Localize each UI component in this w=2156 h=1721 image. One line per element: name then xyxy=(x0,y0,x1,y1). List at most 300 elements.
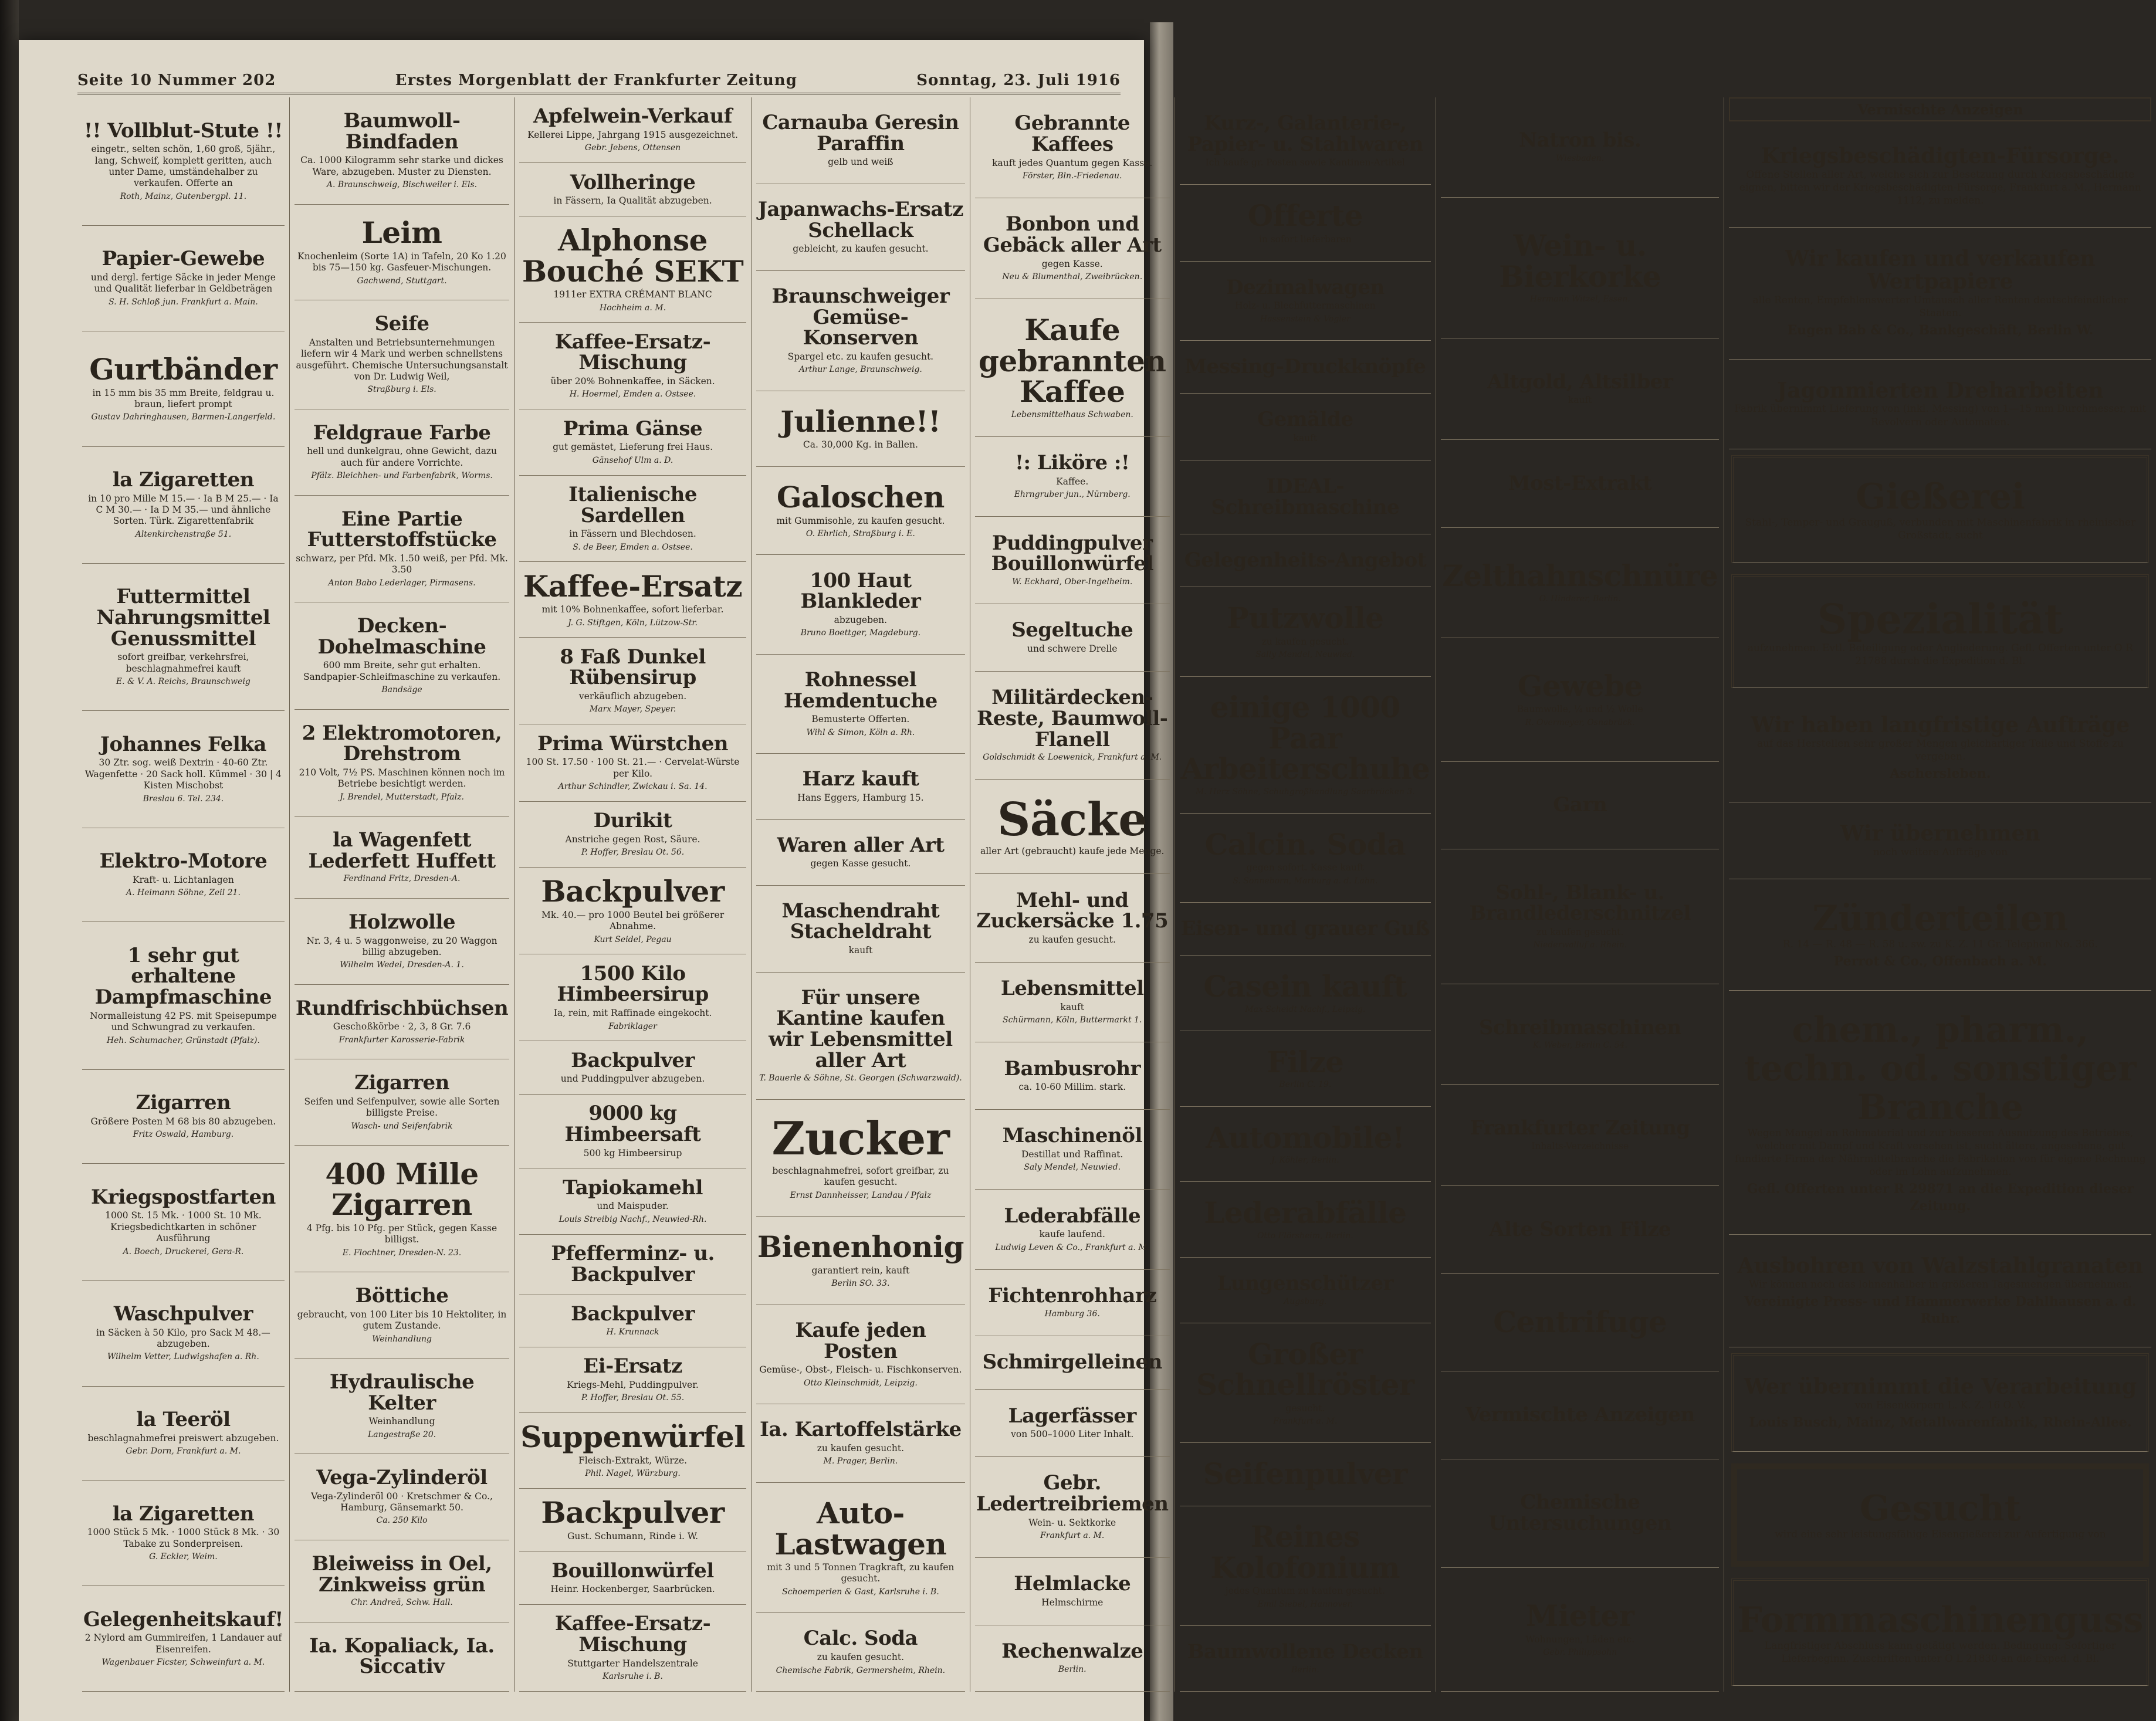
classified-ad xyxy=(1441,97,1719,198)
classified-ad xyxy=(756,820,965,886)
ad-advertiser: A. Braunschweig, Bischweiler i. Els. xyxy=(326,180,478,190)
ad-advertiser: P. Hoffer, Breslau Ot. 55. xyxy=(581,1393,685,1402)
ad-body: kauft xyxy=(1293,432,1318,443)
classified-ad xyxy=(519,868,746,954)
classified-ad xyxy=(756,184,965,271)
ad-headline: IDEAL-Schreibmaschine xyxy=(1211,474,1400,519)
ad-advertiser: Ludwig Leven & Co., Frankfurt a. M. xyxy=(995,1242,1150,1252)
ad-headline: Militärdecken-Reste, Baumwoll-Flanell xyxy=(977,686,1168,751)
classified-ad xyxy=(295,899,509,985)
classified-ad xyxy=(82,1586,285,1692)
classified-ad xyxy=(1441,440,1719,528)
ad-advertiser: E. Flochtner, Dresden-N. 23. xyxy=(342,1248,462,1258)
ad-body: zu kaufen gesucht. xyxy=(1536,927,1624,938)
display-ad xyxy=(1729,360,2151,449)
classified-ad xyxy=(295,602,509,710)
classified-ad xyxy=(295,97,509,205)
classified-ad xyxy=(519,1235,746,1295)
ad-body: kauft jedes Quantum gegen Kasse. xyxy=(992,157,1153,168)
ad-body: beschlagnahmefrei, sofort greifbar, zu kaufen gesucht. xyxy=(772,1166,949,1188)
ad-advertiser: E. & V. A. Reichs, Braunschweig xyxy=(116,677,251,687)
ad-advertiser: Otto Kleinschmidt, Leipzig. xyxy=(803,1378,918,1388)
ad-headline: Pfefferminz- u. Backpulver xyxy=(551,1241,715,1286)
ad-headline: Schreibmaschinen xyxy=(1478,1015,1681,1039)
ad-advertiser: K. Weber, Berlin C. 54. xyxy=(1532,1041,1627,1051)
ad-advertiser: Berlin. xyxy=(1291,1665,1319,1675)
display-ad-body: Offene Stellen aller Art, welche sich zur Besetzung durch Kriegsbeschädigte eignen, bitten wir der Kriegsbeschädigten-Fürsorge, Frankfurt a. M., Hermann 1112, zu melden. xyxy=(1739,168,2141,206)
ad-headline: Kurz-, Galanterie-, Papier- u. Stahlwaren xyxy=(1187,111,1423,156)
display-ad xyxy=(1729,694,2151,802)
ad-body: gebraucht, von 100 Liter bis 10 Hektoliter, in gutem Zustande. xyxy=(297,1309,507,1332)
ad-headline: Kriegspostfarten xyxy=(90,1185,276,1209)
ad-body: Spargel etc. zu kaufen gesucht. xyxy=(787,351,934,362)
ad-advertiser: Louis Streibig Nachf., Neuwied-Rh. xyxy=(559,1214,707,1224)
classified-ad xyxy=(295,985,509,1059)
ad-body: zu kaufen gesucht. xyxy=(817,1652,905,1663)
ad-advertiser: Gebr. Jebens, Ottensen xyxy=(584,143,681,153)
ad-headline: Chemische Untersuchungen xyxy=(1488,1490,1671,1535)
ad-body: 2 Nylord am Gummireifen, 1 Landauer auf Eisenreifen. xyxy=(84,1632,282,1655)
ad-headline: Leim xyxy=(361,215,442,250)
ad-headline: Kaufe jeden Posten xyxy=(795,1318,926,1363)
ad-headline: 400 Mille Zigarren xyxy=(325,1156,479,1222)
ad-advertiser: Gebr. Philippsohn xyxy=(1543,1648,1617,1658)
ad-headline: Italienische Sardellen xyxy=(568,482,697,527)
ad-headline: Elektro-Motore xyxy=(99,849,268,873)
ad-body: Baumwolle, ¼ und ½ Wolle xyxy=(1517,704,1643,715)
display-ad xyxy=(1731,574,2149,688)
classified-ad xyxy=(1180,956,1431,1031)
classified-ad xyxy=(82,1481,285,1586)
ad-headline: 8 Faß Dunkel Rübensirup xyxy=(560,645,706,690)
ad-headline: Apfelwein-Verkauf xyxy=(533,104,732,128)
display-ad-advertiser: Louis Busch, Mainz, Metallwarenfabrik, Rhein-Allee. xyxy=(1749,1415,2132,1431)
ad-advertiser: Ehrngruber jun., Nürnberg. xyxy=(1014,490,1131,500)
ad-headline: 2 Elektromotoren, Drehstrom xyxy=(302,721,502,766)
ad-body: Kriegs-Mehl, Puddingpulver. xyxy=(567,1379,699,1390)
classified-ad xyxy=(1180,341,1431,394)
display-ad-headline: Wer übernimmt die Verarbeitung xyxy=(1744,1374,2137,1400)
classified-ad xyxy=(82,711,285,828)
ad-body: Stuttgarter Handelszentrale xyxy=(567,1658,698,1669)
classified-ad xyxy=(756,973,965,1100)
ad-headline: Schmirgelleinen xyxy=(982,1350,1162,1374)
classified-ad xyxy=(519,1551,746,1605)
ad-advertiser: G. Eckler, Weim. xyxy=(149,1552,218,1562)
classified-ad xyxy=(82,828,285,923)
ad-headline: Ei-Ersatz xyxy=(583,1354,682,1378)
display-ad-body: noch weitere Aufträge von xyxy=(1873,846,2008,859)
ad-headline: Sohl-, Blank- u. Brandlederschnitzel xyxy=(1469,880,1691,926)
display-ad xyxy=(1731,1353,2149,1451)
header-right: Sonntag, 23. Juli 1916 xyxy=(916,72,1121,89)
ad-advertiser: Wihl & Simon, Köln a. Rh. xyxy=(806,727,915,737)
ad-headline: Gebrannte Kaffees xyxy=(1014,111,1131,157)
ad-headline: Vollheringe xyxy=(570,170,696,194)
ad-body: gelb und weiß xyxy=(828,157,893,168)
ad-headline: Seifenpulver xyxy=(1203,1456,1407,1492)
display-ad-headline: Kriegsbeschädigten-Fürsorge. xyxy=(1761,144,2120,168)
ad-headline: Gelegenheitskauf! xyxy=(83,1607,283,1631)
header-center: Erstes Morgenblatt der Frankfurter Zeitung xyxy=(395,72,797,89)
classified-ad xyxy=(975,780,1170,874)
classified-ad xyxy=(295,205,509,301)
display-ad-body: Stahl-, Temper- und Grauguß, verbunden mit Maschinenfabrik in rheinischer Großstadt, sucht xyxy=(1745,516,2136,541)
ad-headline: Carnauba Geresin Paraffin xyxy=(762,111,959,155)
ad-body: mit 10% Bohnenkaffee, sofort lieferbar. xyxy=(541,604,724,615)
display-ad-body: aufzunehmen. Evtl. Beteiligung oder Angliederung. Gefl. Offerten unter O R 21788 durch die Expedition d. Bl. xyxy=(1747,642,2133,667)
ad-advertiser: Berlin SO. 33. xyxy=(831,1279,890,1289)
ad-headline: Backpulver xyxy=(571,1048,695,1072)
classified-ad xyxy=(975,299,1170,437)
display-ad-headline: chem., pharm., techn. od. sonstiger Branche xyxy=(1744,1009,2137,1128)
ad-body: gebleicht, zu kaufen gesucht. xyxy=(793,243,929,255)
ad-body: Kaffee. xyxy=(1056,476,1089,487)
ad-column-6 xyxy=(1175,97,1437,1692)
ad-body: Ca. 1000 Kilogramm sehr starke und dickes Ware, abzugeben. Muster zu Diensten. xyxy=(300,155,503,177)
classified-ad xyxy=(756,886,965,973)
ad-headline: Hydraulische Kelter xyxy=(329,1370,475,1415)
classified-ad xyxy=(82,226,285,331)
ad-body: Heinr. Hockenberger, Saarbrücken. xyxy=(550,1584,715,1595)
display-ad-body: von Eisenkörpern L. K. Z. 16 O. V. xyxy=(1854,1399,2026,1411)
book-spine xyxy=(0,0,19,1721)
ad-body: von 500–1000 Liter Inhalt. xyxy=(1011,1429,1134,1440)
ad-headline: Vega-Zylinderöl xyxy=(316,1466,488,1490)
ad-advertiser: Straßburg i. Els. xyxy=(367,385,436,395)
ad-headline: Baumwollene Decken xyxy=(1187,1639,1423,1664)
classified-ad xyxy=(1441,338,1719,440)
ad-headline: Braunschweiger Gemüse-Konserven xyxy=(771,284,950,350)
ad-headline: Mehl- und Zuckersäcke 1.75 xyxy=(976,888,1169,933)
ad-headline: la Teeröl xyxy=(136,1408,231,1432)
ad-body: Knochenleim (Sorte 1A) in Tafeln, 20 Ko 1.20 bis 75—150 kg. Gasfeuer-Mischungen. xyxy=(297,250,506,273)
ad-advertiser: Kurt Seidel, Pegau xyxy=(594,934,672,944)
ad-body: Helmschirme xyxy=(1041,1597,1104,1608)
display-ad-headline: Formmaschinenguss xyxy=(1737,1599,2144,1641)
ad-advertiser: Frankfurt a. M. xyxy=(1040,1531,1105,1541)
ad-headline: einige 1000 Paar Arbeiterschuhe xyxy=(1180,690,1430,787)
classified-ad xyxy=(1441,1274,1719,1371)
ad-advertiser: Otto Flörsheim, Berlin. xyxy=(1257,1231,1353,1241)
ad-body: verkäuflich abzugeben. xyxy=(578,691,687,702)
ad-headline: Wein- u. Bierkorke xyxy=(1499,228,1661,294)
ad-advertiser: Bandsäge xyxy=(381,685,422,695)
ad-headline: Backpulver xyxy=(571,1302,695,1326)
ad-headline: Calc. Soda xyxy=(803,1627,918,1651)
classified-ad xyxy=(519,802,746,868)
ad-headline: Zucker xyxy=(771,1112,950,1166)
classified-ad xyxy=(975,604,1170,672)
classified-ad xyxy=(975,1558,1170,1625)
ad-body: Geschoßkörbe · 2, 3, 8 Gr. 7.6 xyxy=(333,1021,471,1032)
ad-columns xyxy=(77,97,2147,1692)
ad-headline: la Wagenfett Lederfett Huffett xyxy=(308,828,496,873)
ad-advertiser: J. Köhler, Berlin. xyxy=(1271,1156,1339,1166)
classified-ad xyxy=(1180,97,1431,185)
ad-advertiser: Phil. Nagel, Würzburg. xyxy=(585,1468,681,1478)
ad-headline: Kaffee-Ersatz-Mischung xyxy=(554,330,711,375)
classified-ad xyxy=(1180,460,1431,534)
ad-body: kauft xyxy=(848,945,873,956)
ad-headline: Zigarren xyxy=(136,1091,231,1115)
classified-ad xyxy=(295,409,509,496)
classified-ad xyxy=(519,216,746,323)
ad-body: Wein- u. Sektkorke xyxy=(1028,1517,1116,1528)
ad-advertiser: Hermann Witzel, Essen. xyxy=(1529,294,1630,304)
ad-headline: Rechenwalze xyxy=(1001,1639,1143,1664)
ad-advertiser: M. Prager, Berlin. xyxy=(823,1456,898,1466)
classified-ad xyxy=(756,1483,965,1613)
ad-headline: Vermischte Anzeigen xyxy=(1465,1402,1695,1427)
ad-advertiser: Ernst Dannheisser, Landau / Pfalz xyxy=(790,1190,932,1200)
ad-body: 210 Volt, 7½ PS. Maschinen können noch im Betriebe besichtigt werden. xyxy=(299,767,505,790)
ad-body: Ich kaufe gr. Posten sowie Kantinen-Artikel xyxy=(1205,157,1405,168)
ad-headline: Kaufe gebrannten Kaffee xyxy=(979,313,1166,409)
ad-headline: Eisen- und grauer Guß xyxy=(1180,916,1430,940)
ad-headline: Prima Gänse xyxy=(563,416,703,441)
ad-advertiser: Anton Babo Lederlager, Pirmasens. xyxy=(328,578,476,588)
ad-headline: Waschpulver xyxy=(113,1302,253,1326)
classified-ad xyxy=(756,271,965,391)
ad-advertiser: R. Overmeyer, Osnabrück. xyxy=(1525,717,1635,727)
ad-advertiser: Hochheim a. M. xyxy=(600,303,666,313)
ad-headline: Papier-Gewebe xyxy=(101,247,265,271)
classified-ad xyxy=(975,1110,1170,1190)
ad-advertiser: Wagenbauer Ficster, Schweinfurt a. M. xyxy=(101,1658,265,1668)
classified-ad xyxy=(1441,1568,1719,1692)
ad-advertiser: Sally Mendel, Neuwied. xyxy=(1255,650,1355,660)
ad-headline: Futtermittel Nahrungsmittel Genussmittel xyxy=(96,585,270,651)
classified-ad xyxy=(1441,528,1719,638)
ad-headline: Puddingpulver Bouillonwürfel xyxy=(991,531,1153,576)
ad-headline: Gewebe xyxy=(1517,668,1643,703)
ad-advertiser: Breslau 6. Tel. 234. xyxy=(143,794,224,804)
classified-ad xyxy=(756,1305,965,1404)
ad-advertiser: Wilhelm Vetter, Ludwigshafen a. Rh. xyxy=(107,1352,259,1362)
ad-body: kauft xyxy=(1568,395,1592,406)
display-ad-headline: Wir übernehmen xyxy=(1840,821,2040,846)
ad-headline: !: Liköre :! xyxy=(1015,451,1130,475)
classified-ad xyxy=(756,754,965,819)
classified-ad xyxy=(756,655,965,754)
ad-headline: 1500 Kilo Himbeersirup xyxy=(557,961,709,1007)
ad-body: gegen sofort. Kasse kauft xyxy=(1246,862,1364,873)
ad-body: Ia, rein, mit Raffinade eingekocht. xyxy=(553,1008,712,1019)
ad-headline: Rohnessel Hemdentuche xyxy=(783,668,937,713)
ad-headline: Lagerfässer xyxy=(1008,1404,1136,1428)
classified-ad xyxy=(1441,198,1719,338)
ad-advertiser: Arthur Schindler, Zwickau i. Sa. 14. xyxy=(558,782,708,792)
classified-ad xyxy=(975,1190,1170,1269)
classified-ad xyxy=(975,874,1170,963)
classified-ad xyxy=(756,1404,965,1483)
ad-advertiser: Wiesbaden. xyxy=(1556,154,1605,164)
ad-body: in Fässern, Ia Qualität abzugeben. xyxy=(553,195,712,206)
page-header xyxy=(77,66,1121,94)
ad-body: jedes Quantum zu kaufen gesucht. xyxy=(1225,1586,1385,1597)
ad-body: gegen Kasse. xyxy=(1041,258,1103,269)
ad-column-2 xyxy=(290,97,515,1692)
ad-headline: Japanwachs-Ersatz Schellack xyxy=(757,197,963,242)
ad-body: 500 kg Himbeersirup xyxy=(583,1147,682,1158)
ad-headline: Most-Extrakt xyxy=(1508,471,1652,495)
classified-ad xyxy=(1180,185,1431,262)
classified-ad xyxy=(1180,587,1431,676)
ad-body: Kraft- u. Lichtanlagen xyxy=(132,874,234,885)
ad-advertiser: O. Hinderer, Berlin. xyxy=(1539,594,1621,604)
ad-advertiser: Chemische Fabrik, Germersheim, Rhein. xyxy=(776,1665,946,1675)
ad-body: in Säcken à 50 Kilo, pro Sack M 48.— abzugeben. xyxy=(96,1327,270,1350)
ad-column-5 xyxy=(970,97,1175,1692)
ad-advertiser: Wilhelm Wedel, Dresden-A. 1. xyxy=(340,960,464,970)
ad-headline: Tapiokamehl xyxy=(563,1175,703,1200)
ad-headline: Altgold, Altsilber xyxy=(1487,370,1673,394)
ad-headline: Lungenschützer xyxy=(1217,1271,1393,1295)
ad-advertiser: H. Hoermel, Emden a. Ostsee. xyxy=(569,389,696,399)
ad-headline: !! Vollblut-Stute !! xyxy=(84,118,283,143)
ad-headline: Prima Würstchen xyxy=(537,731,728,756)
classified-ad xyxy=(975,1336,1170,1390)
display-ad-body: alle Renten, Empfehlenswerter Umtausch aller Renten deutschfeindlicher Staaten. xyxy=(1752,294,2128,320)
classified-ad xyxy=(295,1454,509,1540)
ad-advertiser: Förster, Bln.-Friedenau. xyxy=(1023,171,1122,181)
ad-headline: Alte Sorten Filze xyxy=(1489,1217,1671,1241)
classified-ad xyxy=(82,1164,285,1280)
ad-body: Bemusterte Offerten. xyxy=(811,714,910,725)
ad-headline: Gurtbänder xyxy=(89,352,277,387)
ad-headline: Lebensmittel xyxy=(1000,977,1144,1001)
ad-advertiser: Schürmann, Köln, Buttermarkt 1. xyxy=(1003,1015,1142,1025)
classified-ad xyxy=(756,1217,965,1305)
ad-headline: Fichtenrohharz xyxy=(988,1284,1157,1308)
ad-advertiser: Lebensmittelhaus Schwaben. xyxy=(1011,409,1133,419)
ad-body: 1000 Stück 5 Mk. · 1000 Stück 8 Mk. · 30 Tabake zu Sonderpreisen. xyxy=(87,1527,280,1549)
ad-headline: Ia. Kartoffelstärke xyxy=(760,1418,962,1442)
display-ad-body: R. 14 — R. 48 — R. 58 u. sw. zu K. Z. 11 Gr. Telephon No. 366. xyxy=(1782,939,2098,951)
ad-headline: Gemälde xyxy=(1257,408,1353,432)
classified-ad xyxy=(519,638,746,724)
classified-ad xyxy=(1441,984,1719,1085)
ad-headline: Offerte xyxy=(1247,198,1363,233)
classified-ad xyxy=(1180,1031,1431,1107)
ad-headline: Auto-Lastwagen xyxy=(774,1496,947,1561)
ad-headline: Filze xyxy=(1267,1044,1344,1079)
display-ad xyxy=(1731,1463,2149,1567)
ad-headline: Bleiweiss in Oel, Zinkweiss grün xyxy=(312,1551,492,1597)
ad-advertiser: Niederwalluf a. Rhein. xyxy=(1533,940,1627,950)
classified-ad xyxy=(295,300,509,409)
ad-headline: Rundfrischbüchsen xyxy=(295,996,509,1020)
ad-headline: Feldgraue Farbe xyxy=(313,421,491,445)
display-ad-advertiser: Eugen Bab & Co., Bankgeschäft, Berlin W. xyxy=(1787,323,2094,338)
ad-advertiser: Wasch- und Seifenfabrik xyxy=(351,1121,453,1131)
ad-headline: Seife xyxy=(374,312,429,336)
ad-body: hell und dunkelgrau, ohne Gewicht, dazu auch für andere Vorrichte. xyxy=(307,446,497,468)
ad-headline: 9000 kg Himbeersaft xyxy=(564,1102,701,1147)
ad-column-3 xyxy=(515,97,752,1692)
ad-headline: Helmlacke xyxy=(1014,1572,1131,1596)
classified-ad xyxy=(519,1295,746,1347)
ad-advertiser: Emil Siebel, Hannover. xyxy=(1257,1599,1353,1609)
ad-body: abzugeben. xyxy=(834,614,888,625)
display-ad xyxy=(1729,1235,2151,1347)
display-ad xyxy=(1729,228,2151,360)
ad-headline: Dezimalwagen xyxy=(1226,275,1385,299)
ad-body: Gemüse-, Obst-, Fleisch- u. Fischkonserven. xyxy=(759,1364,962,1376)
display-ad xyxy=(1729,802,2151,879)
display-ad-body: Langfristiger Abschluss kann getätigt werden. Bedingung: Sofortiger Lieferbeginn. Zuschriften unter O L 21830 an die Exped. d. Bl. xyxy=(1764,1639,2116,1665)
classified-ad xyxy=(1180,677,1431,814)
classified-ad xyxy=(1441,1186,1719,1274)
classified-ad xyxy=(295,1540,509,1622)
ad-advertiser: Pfälz. Bleichhen- und Farbenfabrik, Worms. xyxy=(311,471,493,481)
classified-ad xyxy=(519,476,746,563)
ad-body: sofort greifbar, verkehrsfrei, beschlagnahmefrei kauft xyxy=(117,652,249,674)
ad-headline: Für unsere Kantine kaufen wir Lebensmittel aller Art xyxy=(769,985,953,1072)
ad-body: Größere Posten M 68 bis 80 abzugeben. xyxy=(90,1116,276,1127)
classified-ad xyxy=(82,1281,285,1387)
classified-ad xyxy=(295,1059,509,1146)
classified-ad xyxy=(1441,1085,1719,1186)
classified-ad xyxy=(975,437,1170,517)
display-ad-headline: Spezialität xyxy=(1817,594,2063,643)
ad-advertiser: Gachwend, Stuttgart. xyxy=(357,276,447,286)
ad-body: 100 St. 17.50 · 100 St. 21.— · Cervelat-Würste per Kilo. xyxy=(526,757,740,779)
ad-body: Anstriche gegen Rost, Säure. xyxy=(565,834,700,845)
ad-body: Destillat und Raffinat. xyxy=(1021,1149,1123,1160)
display-ad xyxy=(1729,125,2151,228)
ad-headline: Backpulver xyxy=(541,1495,725,1530)
ad-advertiser: S. de Beer, Emden a. Ostsee. xyxy=(573,542,693,552)
ad-body: Hans Eggers, Hamburg 15. xyxy=(797,792,924,804)
classified-ad xyxy=(1180,1626,1431,1692)
ad-headline: Calcin. Soda xyxy=(1204,826,1406,862)
ad-advertiser: W. Eckhard, Ober-Ingelheim. xyxy=(1012,577,1133,587)
ad-headline: Putzwolle xyxy=(1227,601,1384,636)
ad-advertiser: Marx Mayer, Speyer. xyxy=(589,704,676,714)
classified-ad xyxy=(519,323,746,409)
classified-ad xyxy=(519,1605,746,1692)
classified-ad xyxy=(1441,1459,1719,1568)
classified-ad xyxy=(519,163,746,216)
classified-ad xyxy=(82,1070,285,1164)
ad-body: in 10 pro Mille M 15.— · Ia B M 25.— · Ia C M 30.— · Ia D M 35.— und ähnliche Sorten. Türk. Zigarettenfabrik xyxy=(88,493,279,527)
ad-body: Ca. 30,000 Kg. in Ballen. xyxy=(803,439,918,450)
ad-headline: Harz kauft xyxy=(802,767,919,791)
classified-ad xyxy=(82,1387,285,1481)
ad-advertiser: T. Bauerle & Söhne, St. Georgen (Schwarzwald). xyxy=(759,1073,962,1083)
display-ad-body: wird eine sehr leistungsfähige Eisengießerei zur Anfertigung von xyxy=(1775,1528,2106,1540)
classified-ad xyxy=(519,409,746,475)
classified-ad xyxy=(82,922,285,1069)
ad-body: in sofort lieferbaren xyxy=(1258,233,1352,245)
ad-advertiser: Roth, Mainz, Gutenbergpl. 11. xyxy=(120,191,247,201)
ad-body: Nr. 3, 4 u. 5 waggonweise, zu 20 Waggon billig abzugeben. xyxy=(306,935,497,957)
ad-headline: Lederabfälle xyxy=(1204,1195,1407,1231)
ad-body: eingetr., selten schön, 1,60 groß, 5jähr., lang, Schweif, komplett geritten, auch unter Dame, umständehalber zu verkaufen. Offerte an xyxy=(91,144,276,189)
ad-advertiser: Karlsruhe i. B. xyxy=(603,1672,663,1682)
classified-ad xyxy=(756,97,965,184)
ad-advertiser: Weinhandlung xyxy=(372,1334,432,1344)
ad-advertiser: J. G. Stiftgen, Köln, Lützow-Str. xyxy=(568,618,698,628)
ad-headline: Decken-Dohelmaschine xyxy=(317,614,486,659)
ad-headline: Großer Schnellröster xyxy=(1196,1336,1414,1402)
ad-headline: Automobile! xyxy=(1206,1120,1405,1155)
ad-body: 1000 St. 15 Mk. · 1000 St. 10 Mk. Kriegsbedichtkarten in schöner Ausführung xyxy=(105,1210,262,1244)
classified-ad xyxy=(1180,1506,1431,1627)
display-ad-headline: Wir kaufen und verkaufen Wertpapiere xyxy=(1785,246,2096,294)
